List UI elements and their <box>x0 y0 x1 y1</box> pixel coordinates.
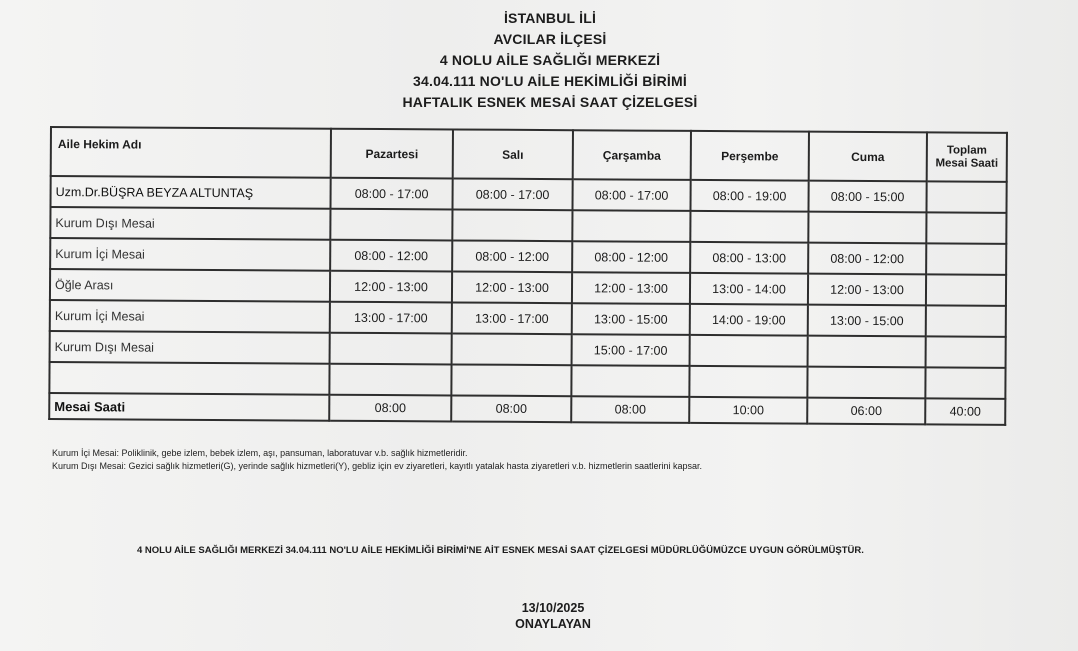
header-wednesday: Çarşamba <box>573 130 691 180</box>
cell-total <box>926 305 1006 336</box>
row-label: Kurum Dışı Mesai <box>50 331 330 364</box>
cell-wednesday: 12:00 - 13:00 <box>572 272 690 304</box>
header-total-hours <box>927 132 1007 181</box>
header-province: İSTANBUL İLİ <box>503 10 597 26</box>
cell-wednesday <box>571 365 689 397</box>
cell-friday: 13:00 - 15:00 <box>808 305 926 337</box>
table-header-row <box>51 127 1007 182</box>
note-external-hours: Kurum Dışı Mesai: Gezici sağlık hizmetleri(G), yerinde sağlık hizmetleri(Y), gebliz için ev ziyaretleri, kayıtlı yatalak hasta ziyaretleri v.b. hizmetlerin saatlerini kapsar. <box>52 461 703 471</box>
row-label: Uzm.Dr.BÜŞRA BEYZA ALTUNTAŞ <box>51 176 331 209</box>
row-label: Kurum İçi Mesai <box>50 300 330 333</box>
cell-friday <box>807 367 925 399</box>
cell-friday: 08:00 - 15:00 <box>808 181 926 213</box>
header-doctor-name: Aile Hekim Adı <box>51 127 331 178</box>
sum-total: 40:00 <box>925 398 1005 424</box>
row-label: Kurum İçi Mesai <box>50 238 330 271</box>
row-label: Öğle Arası <box>50 269 330 302</box>
sum-friday: 06:00 <box>807 398 925 425</box>
cell-friday: 08:00 - 12:00 <box>808 243 926 275</box>
sum-label: Mesai Saati <box>49 393 329 421</box>
cell-friday: 12:00 - 13:00 <box>808 274 926 306</box>
cell-monday: 12:00 - 13:00 <box>330 271 452 303</box>
header-district: AVCILAR İLÇESİ <box>493 31 607 47</box>
cell-monday <box>329 364 451 396</box>
sum-monday: 08:00 <box>329 395 451 422</box>
approver-label: ONAYLAYAN <box>515 617 591 631</box>
cell-total <box>926 212 1006 243</box>
sum-thursday: 10:00 <box>689 397 807 424</box>
cell-monday <box>330 333 452 365</box>
cell-monday <box>330 209 452 241</box>
approval-date: 13/10/2025 <box>521 601 585 615</box>
document-header <box>0 8 1078 113</box>
header-total-line1: Toplam <box>946 143 987 157</box>
table-sum-row <box>49 393 1005 425</box>
header-monday: Pazartesi <box>331 129 453 179</box>
schedule-table <box>48 126 1008 426</box>
cell-tuesday: 12:00 - 13:00 <box>452 271 572 303</box>
cell-thursday: 08:00 - 13:00 <box>690 242 808 274</box>
cell-total <box>926 243 1006 274</box>
cell-friday <box>808 212 926 244</box>
cell-thursday <box>689 366 807 398</box>
cell-thursday: 14:00 - 19:00 <box>690 304 808 336</box>
cell-wednesday: 15:00 - 17:00 <box>572 334 690 366</box>
header-total-line2: Mesai Saati <box>935 156 999 170</box>
cell-tuesday: 08:00 - 12:00 <box>452 240 572 272</box>
cell-monday: 13:00 - 17:00 <box>330 302 452 334</box>
header-schedule-title: HAFTALIK ESNEK MESAİ SAAT ÇİZELGESİ <box>402 94 698 110</box>
notes <box>52 447 702 473</box>
footer <box>0 600 1078 632</box>
cell-tuesday <box>452 333 572 365</box>
header-thursday: Perşembe <box>691 131 809 181</box>
header-health-center: 4 NOLU AİLE SAĞLIĞI MERKEZİ <box>439 52 661 68</box>
note-internal-hours: Kurum İçi Mesai: Poliklinik, gebe izlem, bebek izlem, aşı, pansuman, laboratuvar v.b. sağlık hizmetleridir. <box>52 448 468 458</box>
cell-tuesday <box>452 209 572 241</box>
header-unit: 34.04.111 NO'LU AİLE HEKİMLİĞİ BİRİMİ <box>413 73 687 89</box>
cell-total <box>926 181 1006 212</box>
cell-friday <box>808 336 926 368</box>
cell-wednesday <box>572 210 690 242</box>
cell-thursday: 13:00 - 14:00 <box>690 273 808 305</box>
cell-monday: 08:00 - 17:00 <box>330 178 452 210</box>
cell-total <box>926 336 1006 367</box>
row-label <box>49 362 329 395</box>
approval-statement: 4 NOLU AİLE SAĞLIĞI MERKEZİ 34.04.111 NO'LU AİLE HEKİMLİĞİ BİRİMİ'NE AİT ESNEK MESAİ SAAT ÇİZELGESİ MÜDÜRLÜĞÜMÜZCE UYGUN GÖRÜLMÜŞTÜR. <box>137 545 864 556</box>
cell-tuesday <box>451 364 571 396</box>
cell-wednesday: 13:00 - 15:00 <box>572 303 690 335</box>
cell-thursday <box>690 211 808 243</box>
header-friday: Cuma <box>809 132 927 182</box>
cell-tuesday: 08:00 - 17:00 <box>452 178 572 210</box>
cell-thursday: 08:00 - 19:00 <box>690 180 808 212</box>
cell-total <box>925 367 1005 398</box>
header-tuesday: Salı <box>453 129 573 179</box>
cell-total <box>926 274 1006 305</box>
sum-wednesday: 08:00 <box>571 396 689 423</box>
cell-monday: 08:00 - 12:00 <box>330 240 452 272</box>
row-label: Kurum Dışı Mesai <box>50 207 330 240</box>
cell-wednesday: 08:00 - 12:00 <box>572 241 690 273</box>
cell-tuesday: 13:00 - 17:00 <box>452 302 572 334</box>
cell-thursday <box>690 335 808 367</box>
cell-wednesday: 08:00 - 17:00 <box>572 179 690 211</box>
sum-tuesday: 08:00 <box>451 395 571 422</box>
